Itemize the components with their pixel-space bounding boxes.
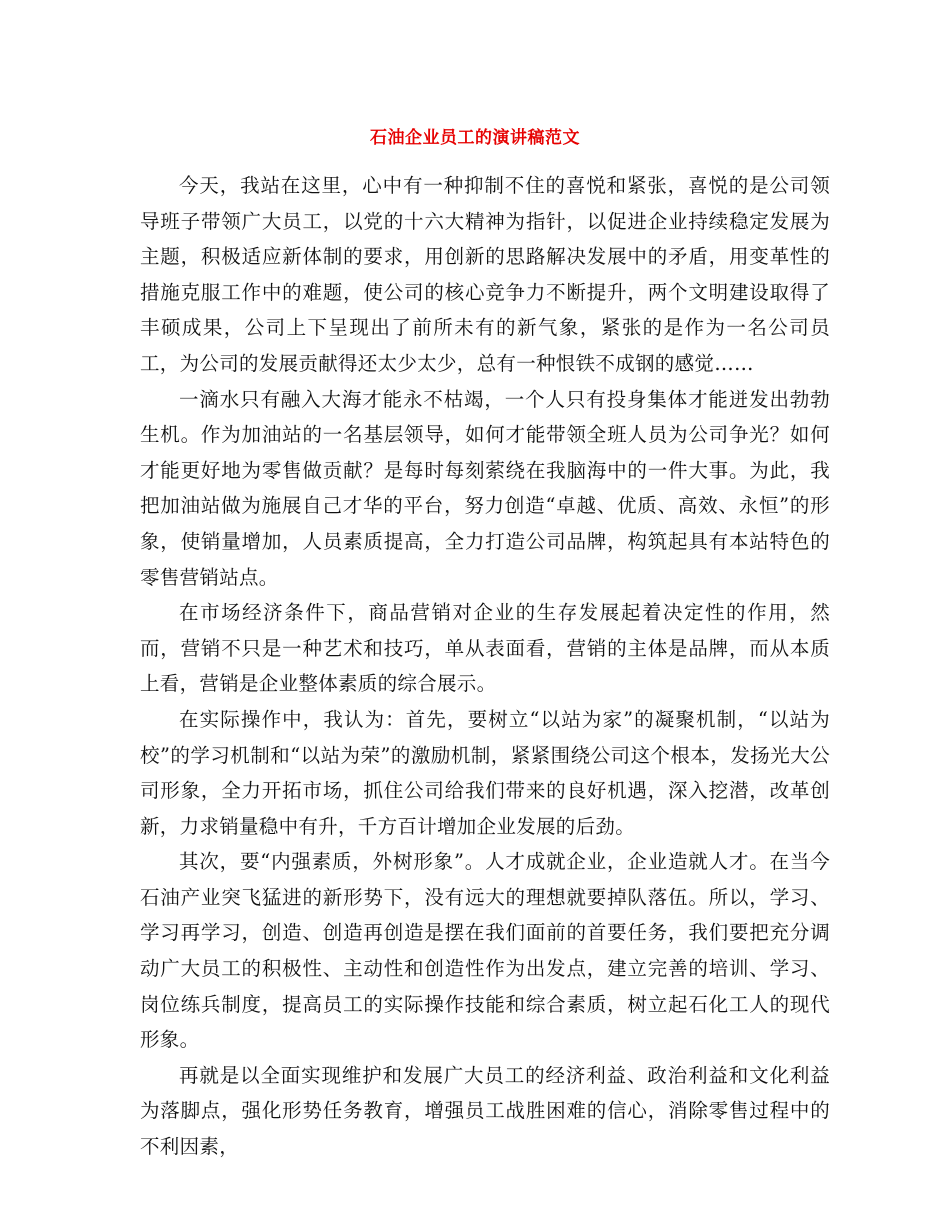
paragraph-1: 今天，我站在这里，心中有一种抑制不住的喜悦和紧张，喜悦的是公司领导班子带领广大员工，以党的十六大精神为指针，以促进企业持续稳定发展为主题，积极适应新体制的要求，用创新的思路解决发展中的矛盾，用变革性的措施克服工作中的难题，使公司的核心竞争力不断提升，两个文明建设取得了丰硕成果，公司上下呈现出了前所未有的新气象，紧张的是作为一名公司员工，为公司的发展贡献得还太少太少，总有一种恨铁不成钢的感觉…… xyxy=(140,174,830,375)
paragraph-4: 在实际操作中，我认为：首先，要树立“以站为家”的凝聚机制，“以站为校”的学习机制和“以站为荣”的激励机制，紧紧围绕公司这个根本，发扬光大公司形象，全力开拓市场，抓住公司给我们带来的良好机遇，深入挖潜，改革创新，力求销量稳中有升，千方百计增加企业发展的后劲。 xyxy=(140,707,830,838)
document-body xyxy=(140,168,830,1165)
document-title: 石油企业员工的演讲稿范文 xyxy=(370,128,580,148)
paragraph-5: 其次，要“内强素质，外树形象”。人才成就企业，企业造就人才。在当今石油产业突飞猛进的新形势下，没有远大的理想就要掉队落伍。所以，学习、学习再学习，创造、创造再创造是摆在我们面前的首要任务，我们要把充分调动广大员工的积极性、主动性和创造性作为出发点，建立完善的培训、学习、岗位练兵制度，提高员工的实际操作技能和综合素质，树立起石化工人的现代形象。 xyxy=(140,850,830,1052)
paragraph-6: 再就是以全面实现维护和发展广大员工的经济利益、政治利益和文化利益为落脚点，强化形势任务教育，增强员工战胜困难的信心，消除零售过程中的不利因素， xyxy=(140,1063,830,1159)
paragraph-2: 一滴水只有融入大海才能永不枯竭，一个人只有投身集体才能迸发出勃勃生机。作为加油站的一名基层领导，如何才能带领全班人员为公司争光？如何才能更好地为零售做贡献？是每时每刻萦绕在我脑海中的一件大事。为此，我把加油站做为施展自己才华的平台，努力创造“卓越、优质、高效、永恒”的形象，使销量增加，人员素质提高，全力打造公司品牌，构筑起具有本站特色的零售营销站点。 xyxy=(140,387,830,589)
paragraph-3: 在市场经济条件下，商品营销对企业的生存发展起着决定性的作用，然而，营销不只是一种艺术和技巧，单从表面看，营销的主体是品牌，而从本质上看，营销是企业整体素质的综合展示。 xyxy=(140,601,830,696)
